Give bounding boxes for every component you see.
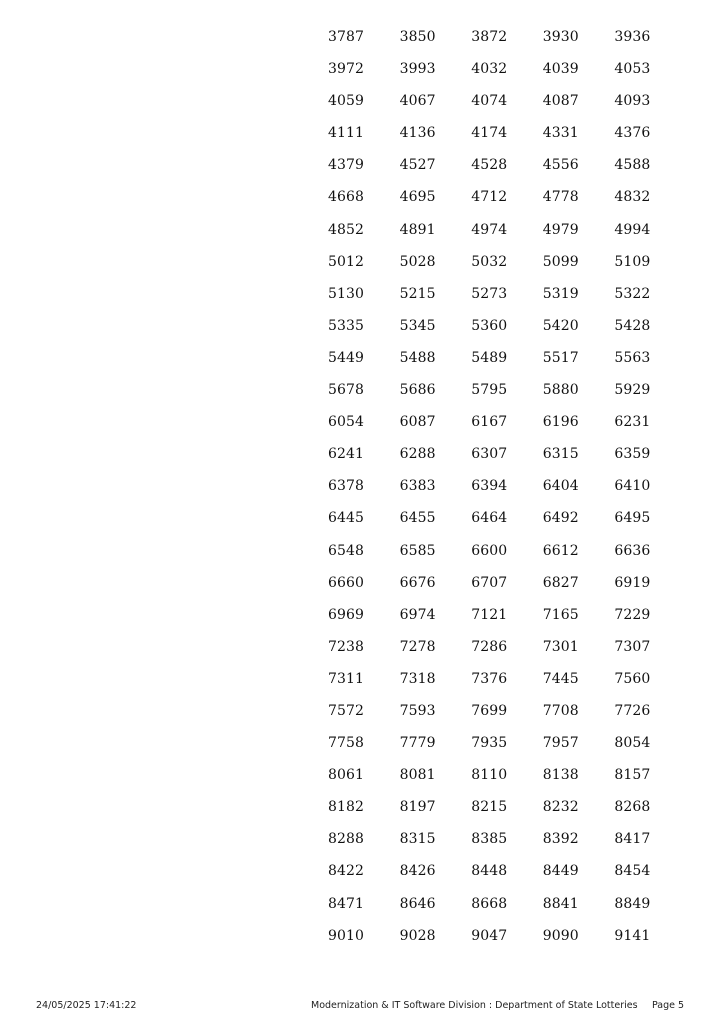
ticket-number: 6087 <box>399 414 436 431</box>
ticket-number: 4074 <box>471 93 508 110</box>
ticket-number: 5795 <box>471 382 508 399</box>
ticket-number: 6167 <box>471 414 508 431</box>
table-row <box>318 698 678 730</box>
ticket-number: 5335 <box>328 317 365 334</box>
ticket-number: 8449 <box>542 863 579 880</box>
ticket-number: 3787 <box>328 29 365 45</box>
ticket-number: 7726 <box>614 702 651 719</box>
ticket-number: 4376 <box>614 125 651 142</box>
ticket-number: 4695 <box>399 189 436 206</box>
ticket-number: 5449 <box>328 349 365 366</box>
table-row <box>318 858 678 890</box>
table-row <box>318 88 678 120</box>
table-row <box>318 24 678 56</box>
table-row <box>318 634 678 666</box>
ticket-number: 6612 <box>542 542 579 559</box>
ticket-number: 7376 <box>471 670 508 687</box>
ticket-number: 6394 <box>471 478 508 495</box>
table-row <box>318 184 678 216</box>
footer-page-number: Page 5 <box>652 1000 685 1011</box>
ticket-number: 9141 <box>614 927 651 944</box>
table-row <box>318 473 678 505</box>
ticket-number: 8471 <box>328 895 365 912</box>
ticket-number: 9028 <box>399 927 436 944</box>
ticket-number: 7238 <box>328 638 365 655</box>
ticket-number: 4379 <box>328 157 365 174</box>
ticket-number: 5273 <box>471 285 508 302</box>
ticket-number: 8668 <box>471 895 508 912</box>
ticket-number: 7318 <box>399 670 436 687</box>
table-row <box>318 730 678 762</box>
ticket-number: 8385 <box>471 831 508 848</box>
ticket-number: 4712 <box>471 189 508 206</box>
ticket-number: 8448 <box>471 863 508 880</box>
ticket-number: 6359 <box>614 446 651 463</box>
ticket-number: 6974 <box>399 606 436 623</box>
ticket-number: 7301 <box>542 638 579 655</box>
ticket-number: 8849 <box>614 895 651 912</box>
ticket-number: 6307 <box>471 446 508 463</box>
ticket-number: 8841 <box>542 895 579 912</box>
ticket-number: 4039 <box>542 61 579 78</box>
ticket-number: 4174 <box>471 125 508 142</box>
table-row <box>318 377 678 409</box>
ticket-number: 5678 <box>328 382 365 399</box>
ticket-number: 6410 <box>614 478 651 495</box>
ticket-number: 6404 <box>542 478 579 495</box>
ticket-number: 8138 <box>542 767 579 784</box>
ticket-number: 5032 <box>471 253 508 270</box>
ticket-number: 7165 <box>542 606 579 623</box>
ticket-number: 7699 <box>471 702 508 719</box>
ticket-number: 8268 <box>614 799 651 816</box>
ticket-number: 7593 <box>399 702 436 719</box>
table-row <box>318 891 678 923</box>
table-row <box>318 56 678 88</box>
ticket-number: 6241 <box>328 446 365 463</box>
ticket-number: 6548 <box>328 542 365 559</box>
ticket-number: 4974 <box>471 221 508 238</box>
ticket-number: 9047 <box>471 927 508 944</box>
ticket-number: 8454 <box>614 863 651 880</box>
ticket-number: 7758 <box>328 735 365 752</box>
ticket-number: 7445 <box>542 670 579 687</box>
ticket-number: 6464 <box>471 510 508 527</box>
ticket-number: 7311 <box>328 670 365 687</box>
table-row <box>318 120 678 152</box>
ticket-number: 4032 <box>471 61 508 78</box>
ticket-number: 4111 <box>328 125 365 142</box>
ticket-number: 9010 <box>328 927 365 944</box>
ticket-number: 5686 <box>399 382 436 399</box>
ticket-number: 8054 <box>614 735 651 752</box>
table-row <box>318 249 678 281</box>
ticket-number: 4331 <box>542 125 579 142</box>
ticket-number: 4778 <box>542 189 579 206</box>
ticket-number: 3872 <box>471 29 508 45</box>
ticket-number: 5489 <box>471 349 508 366</box>
ticket-number: 4832 <box>614 189 651 206</box>
ticket-number: 4093 <box>614 93 651 110</box>
ticket-number: 3930 <box>542 29 579 45</box>
ticket-number: 8182 <box>328 799 365 816</box>
ticket-number: 8110 <box>471 767 508 784</box>
ticket-number: 6054 <box>328 414 365 431</box>
ticket-number: 5360 <box>471 317 508 334</box>
ticket-number: 5012 <box>328 253 365 270</box>
ticket-number: 8081 <box>399 767 436 784</box>
ticket-number: 6196 <box>542 414 579 431</box>
ticket-number: 4852 <box>328 221 365 238</box>
ticket-number: 5563 <box>614 349 651 366</box>
footer-division: Modernization & IT Software Division : Department of State Lotteries <box>311 1000 638 1011</box>
ticket-number: 6600 <box>471 542 508 559</box>
ticket-number: 5345 <box>399 317 436 334</box>
ticket-number: 5420 <box>542 317 579 334</box>
ticket-number: 6707 <box>471 574 508 591</box>
ticket-number: 4059 <box>328 93 365 110</box>
ticket-number: 8061 <box>328 767 365 784</box>
ticket-number: 6660 <box>328 574 365 591</box>
ticket-number: 7935 <box>471 735 508 752</box>
ticket-number: 6231 <box>614 414 651 431</box>
ticket-number: 6288 <box>399 446 436 463</box>
table-row <box>318 152 678 184</box>
ticket-number: 5517 <box>542 349 579 366</box>
ticket-number: 8197 <box>399 799 436 816</box>
ticket-number: 3850 <box>399 29 436 45</box>
ticket-number: 7307 <box>614 638 651 655</box>
ticket-number: 6827 <box>542 574 579 591</box>
ticket-number: 8215 <box>471 799 508 816</box>
table-row <box>318 794 678 826</box>
ticket-number: 5880 <box>542 382 579 399</box>
ticket-number: 4528 <box>471 157 508 174</box>
ticket-number: 7286 <box>471 638 508 655</box>
ticket-number: 5109 <box>614 253 651 270</box>
ticket-number: 7957 <box>542 735 579 752</box>
ticket-number: 4087 <box>542 93 579 110</box>
ticket-number: 6919 <box>614 574 651 591</box>
table-row <box>318 570 678 602</box>
ticket-number: 4994 <box>614 221 651 238</box>
ticket-number: 6969 <box>328 606 365 623</box>
table-row <box>318 345 678 377</box>
table-row <box>318 441 678 473</box>
ticket-number: 4556 <box>542 157 579 174</box>
ticket-number: 5099 <box>542 253 579 270</box>
ticket-number: 7572 <box>328 702 365 719</box>
ticket-number: 6455 <box>399 510 436 527</box>
ticket-number: 6315 <box>542 446 579 463</box>
ticket-number: 6676 <box>399 574 436 591</box>
ticket-number: 6492 <box>542 510 579 527</box>
ticket-number: 7560 <box>614 670 651 687</box>
table-row <box>318 538 678 570</box>
ticket-number: 3936 <box>614 29 651 45</box>
table-row <box>318 826 678 858</box>
ticket-number: 5488 <box>399 349 436 366</box>
table-row <box>318 281 678 313</box>
ticket-number: 7229 <box>614 606 651 623</box>
ticket-number: 4891 <box>399 221 436 238</box>
table-row <box>318 313 678 345</box>
ticket-number: 3972 <box>328 61 365 78</box>
table-row <box>318 666 678 698</box>
ticket-number: 4527 <box>399 157 436 174</box>
ticket-number: 5319 <box>542 285 579 302</box>
ticket-number: 8232 <box>542 799 579 816</box>
ticket-number: 4668 <box>328 189 365 206</box>
ticket-number: 4588 <box>614 157 651 174</box>
footer-timestamp: 24/05/2025 17:41:22 <box>36 1000 137 1011</box>
ticket-number: 8392 <box>542 831 579 848</box>
page-footer <box>0 1000 724 1014</box>
ticket-number: 8315 <box>399 831 436 848</box>
ticket-number: 8426 <box>399 863 436 880</box>
table-row <box>318 217 678 249</box>
ticket-number: 5028 <box>399 253 436 270</box>
ticket-number: 8417 <box>614 831 651 848</box>
table-row <box>318 923 678 955</box>
ticket-number: 6383 <box>399 478 436 495</box>
ticket-number: 5130 <box>328 285 365 302</box>
ticket-number: 3993 <box>399 61 436 78</box>
table-row <box>318 762 678 794</box>
ticket-number: 5929 <box>614 382 651 399</box>
ticket-number: 4979 <box>542 221 579 238</box>
ticket-number: 7779 <box>399 735 436 752</box>
table-row <box>318 602 678 634</box>
ticket-number: 7278 <box>399 638 436 655</box>
ticket-number: 7121 <box>471 606 508 623</box>
ticket-number: 6585 <box>399 542 436 559</box>
ticket-number: 5322 <box>614 285 651 302</box>
ticket-number: 9090 <box>542 927 579 944</box>
ticket-number: 6495 <box>614 510 651 527</box>
ticket-number: 8288 <box>328 831 365 848</box>
ticket-number: 6445 <box>328 510 365 527</box>
ticket-number: 6636 <box>614 542 651 559</box>
ticket-number: 8422 <box>328 863 365 880</box>
ticket-number: 4067 <box>399 93 436 110</box>
ticket-number: 8157 <box>614 767 651 784</box>
ticket-number: 8646 <box>399 895 436 912</box>
winning-numbers-grid <box>318 24 678 955</box>
ticket-number: 7708 <box>542 702 579 719</box>
ticket-number: 5215 <box>399 285 436 302</box>
ticket-number: 4053 <box>614 61 651 78</box>
ticket-number: 6378 <box>328 478 365 495</box>
table-row <box>318 505 678 537</box>
ticket-number: 5428 <box>614 317 651 334</box>
table-row <box>318 409 678 441</box>
ticket-number: 4136 <box>399 125 436 142</box>
